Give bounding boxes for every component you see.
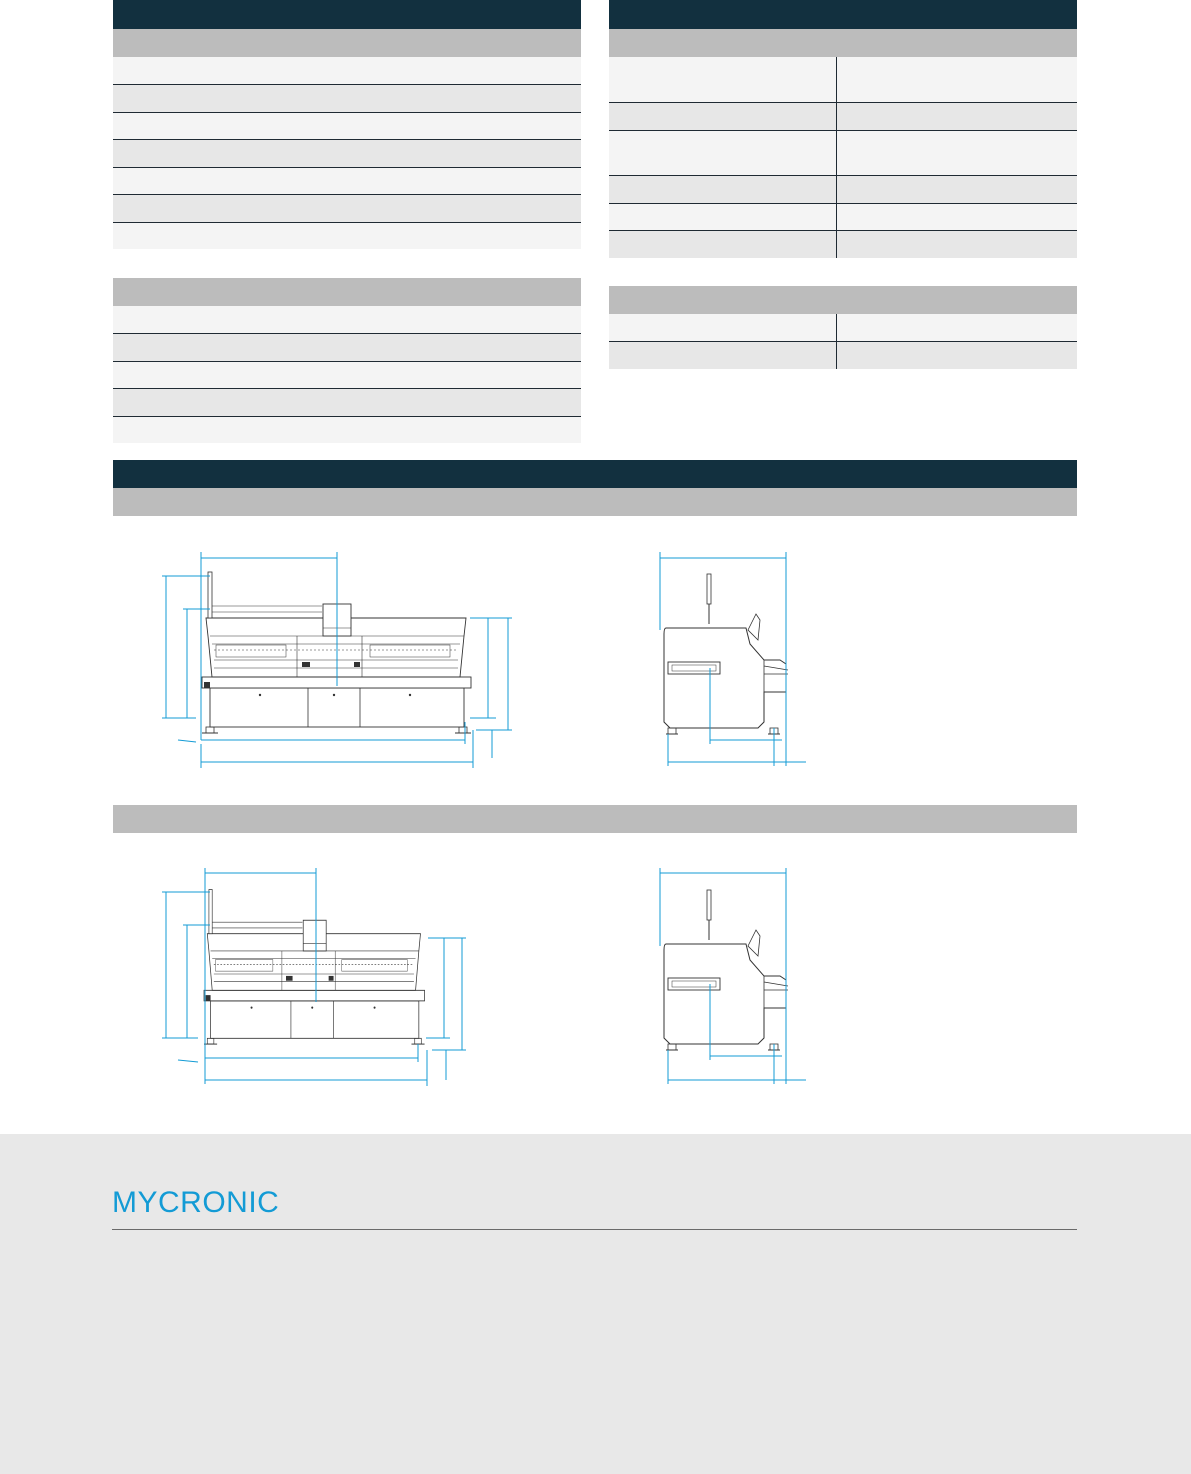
machine-side-view-drawing — [664, 890, 788, 1050]
footer — [0, 1134, 1191, 1474]
machine-front-view-drawing — [204, 890, 425, 1045]
machine-side-view-drawing — [664, 574, 788, 734]
mycronic-logo: MYCRONIC — [112, 1186, 280, 1219]
footer-divider — [112, 1229, 1077, 1230]
